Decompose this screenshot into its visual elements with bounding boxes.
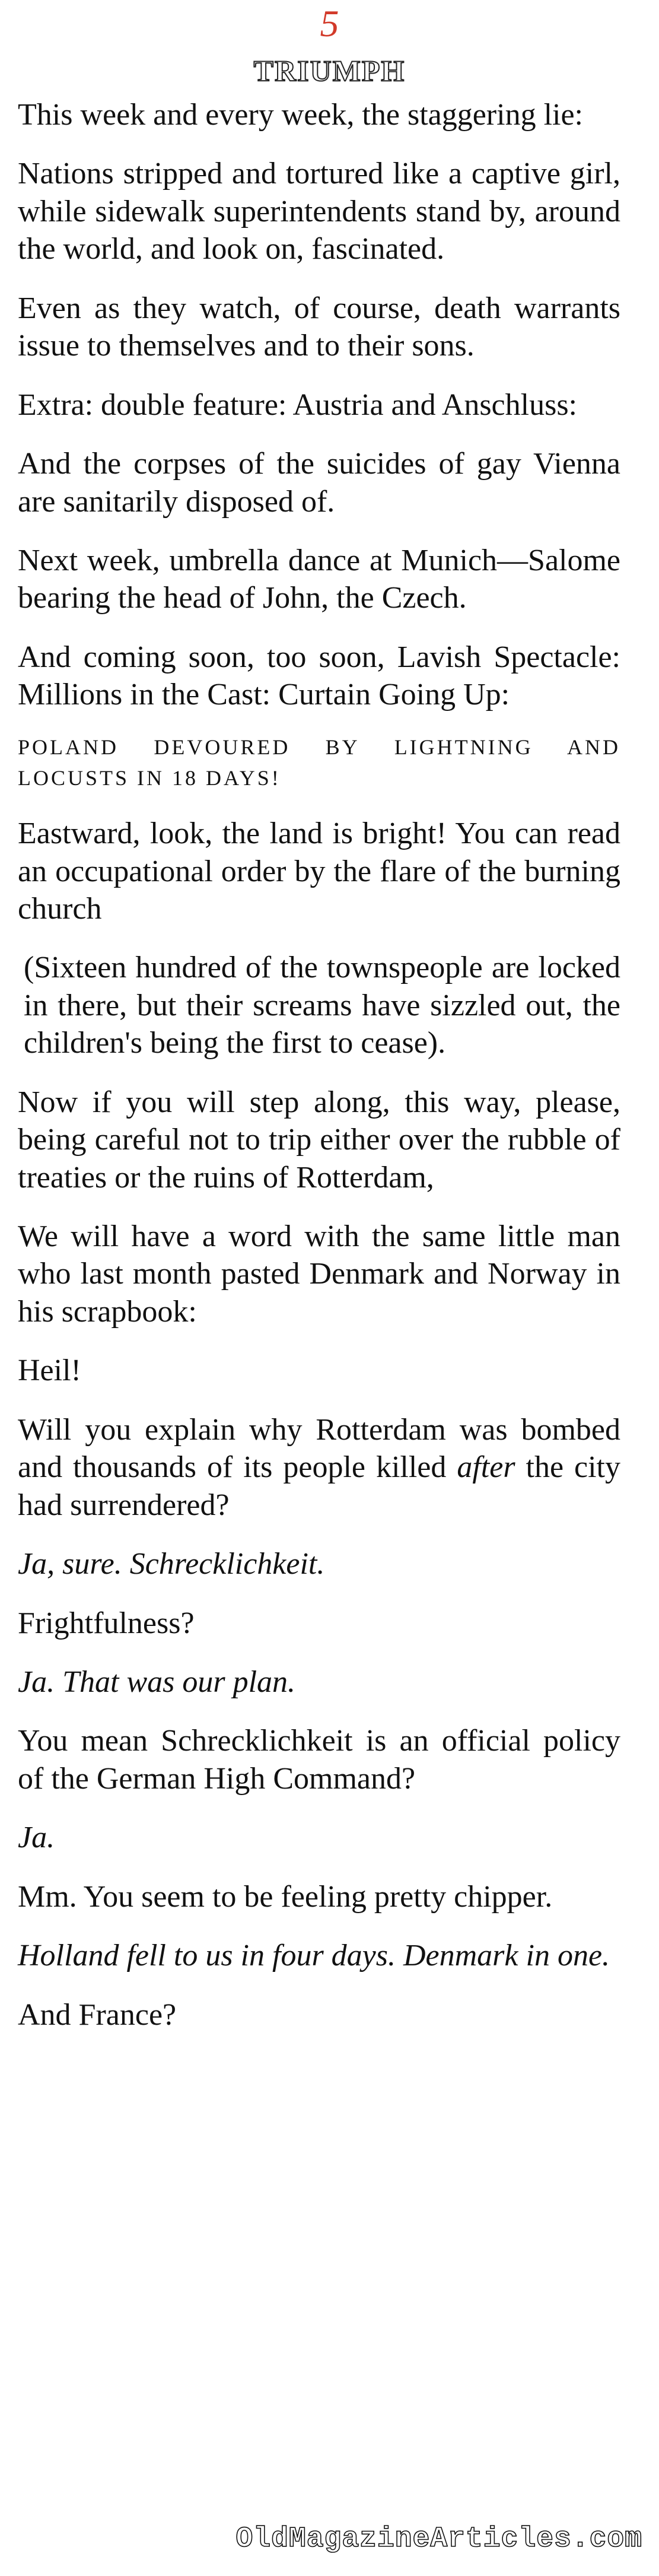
article-paragraph: Next week, umbrella dance at Munich—Salome bearing the head of John, the Czech.	[18, 543, 620, 615]
article-paragraph: Extra: double feature: Austria and Anschluss:	[18, 387, 578, 422]
answer-paragraph: Ja. That was our plan.	[18, 1665, 296, 1699]
emphasized-word: after	[457, 1450, 515, 1485]
section-title: TRIUMPH	[253, 54, 406, 87]
answer-paragraph: Ja, sure. Schrecklichkeit.	[18, 1547, 325, 1581]
article-paragraph: Now if you will step along, this way, please, being careful not to trip either over the rubble of treaties or the ruins of Rotterdam,	[18, 1085, 620, 1195]
article-paragraph: Eastward, look, the land is bright! You can read an occupational order by the flare of the burning church	[18, 817, 620, 926]
article-paragraph: Heil!	[18, 1354, 81, 1388]
article-paragraph: Even as they watch, of course, death warrants issue to themselves and to their sons.	[18, 291, 620, 363]
page-number: 5	[320, 2, 339, 45]
article-paragraph: And France?	[18, 1997, 177, 2032]
article-paragraph: And coming soon, too soon, Lavish Spectacle: Millions in the Cast: Curtain Going Up:	[18, 640, 620, 712]
headline-callout: POLAND DEVOURED BY LIGHTNING AND LOCUSTS IN 18 DAYS!	[18, 735, 620, 790]
footer-watermark: OldMagazineArticles.com	[235, 2523, 642, 2555]
article-paragraph: Nations stripped and tortured like a captive girl, while sidewalk superintendents stand by, around the world, and look on, fascinated.	[18, 157, 620, 266]
article-paragraph: We will have a word with the same little man who last month pasted Denmark and Norway in his scrapbook:	[18, 1219, 620, 1329]
article-paragraph: You mean Schrecklichkeit is an official policy of the German High Command?	[18, 1724, 620, 1796]
question-text-end: the city had surrendered?	[18, 1450, 620, 1522]
article-paragraph: And the corpses of the suicides of gay Vienna are sanitarily disposed of.	[18, 447, 620, 519]
article-paragraph: This week and every week, the staggering lie:	[18, 98, 583, 132]
answer-paragraph: Ja.	[18, 1821, 55, 1855]
question-text-start: Will you explain why Rotterdam was bombed and thousands of its people killed	[18, 1412, 620, 1485]
article-paragraph	[18, 1411, 620, 1524]
article-body	[18, 96, 620, 2055]
article-paragraph: Frightfulness?	[18, 1606, 195, 1640]
answer-paragraph: Holland fell to us in four days. Denmark in one.	[18, 1939, 610, 1973]
article-paragraph: Mm. You seem to be feeling pretty chipper.	[18, 1879, 553, 1914]
article-paragraph: (Sixteen hundred of the townspeople are locked in there, but their screams have sizzled out, the children's being the first to cease).	[24, 951, 620, 1060]
